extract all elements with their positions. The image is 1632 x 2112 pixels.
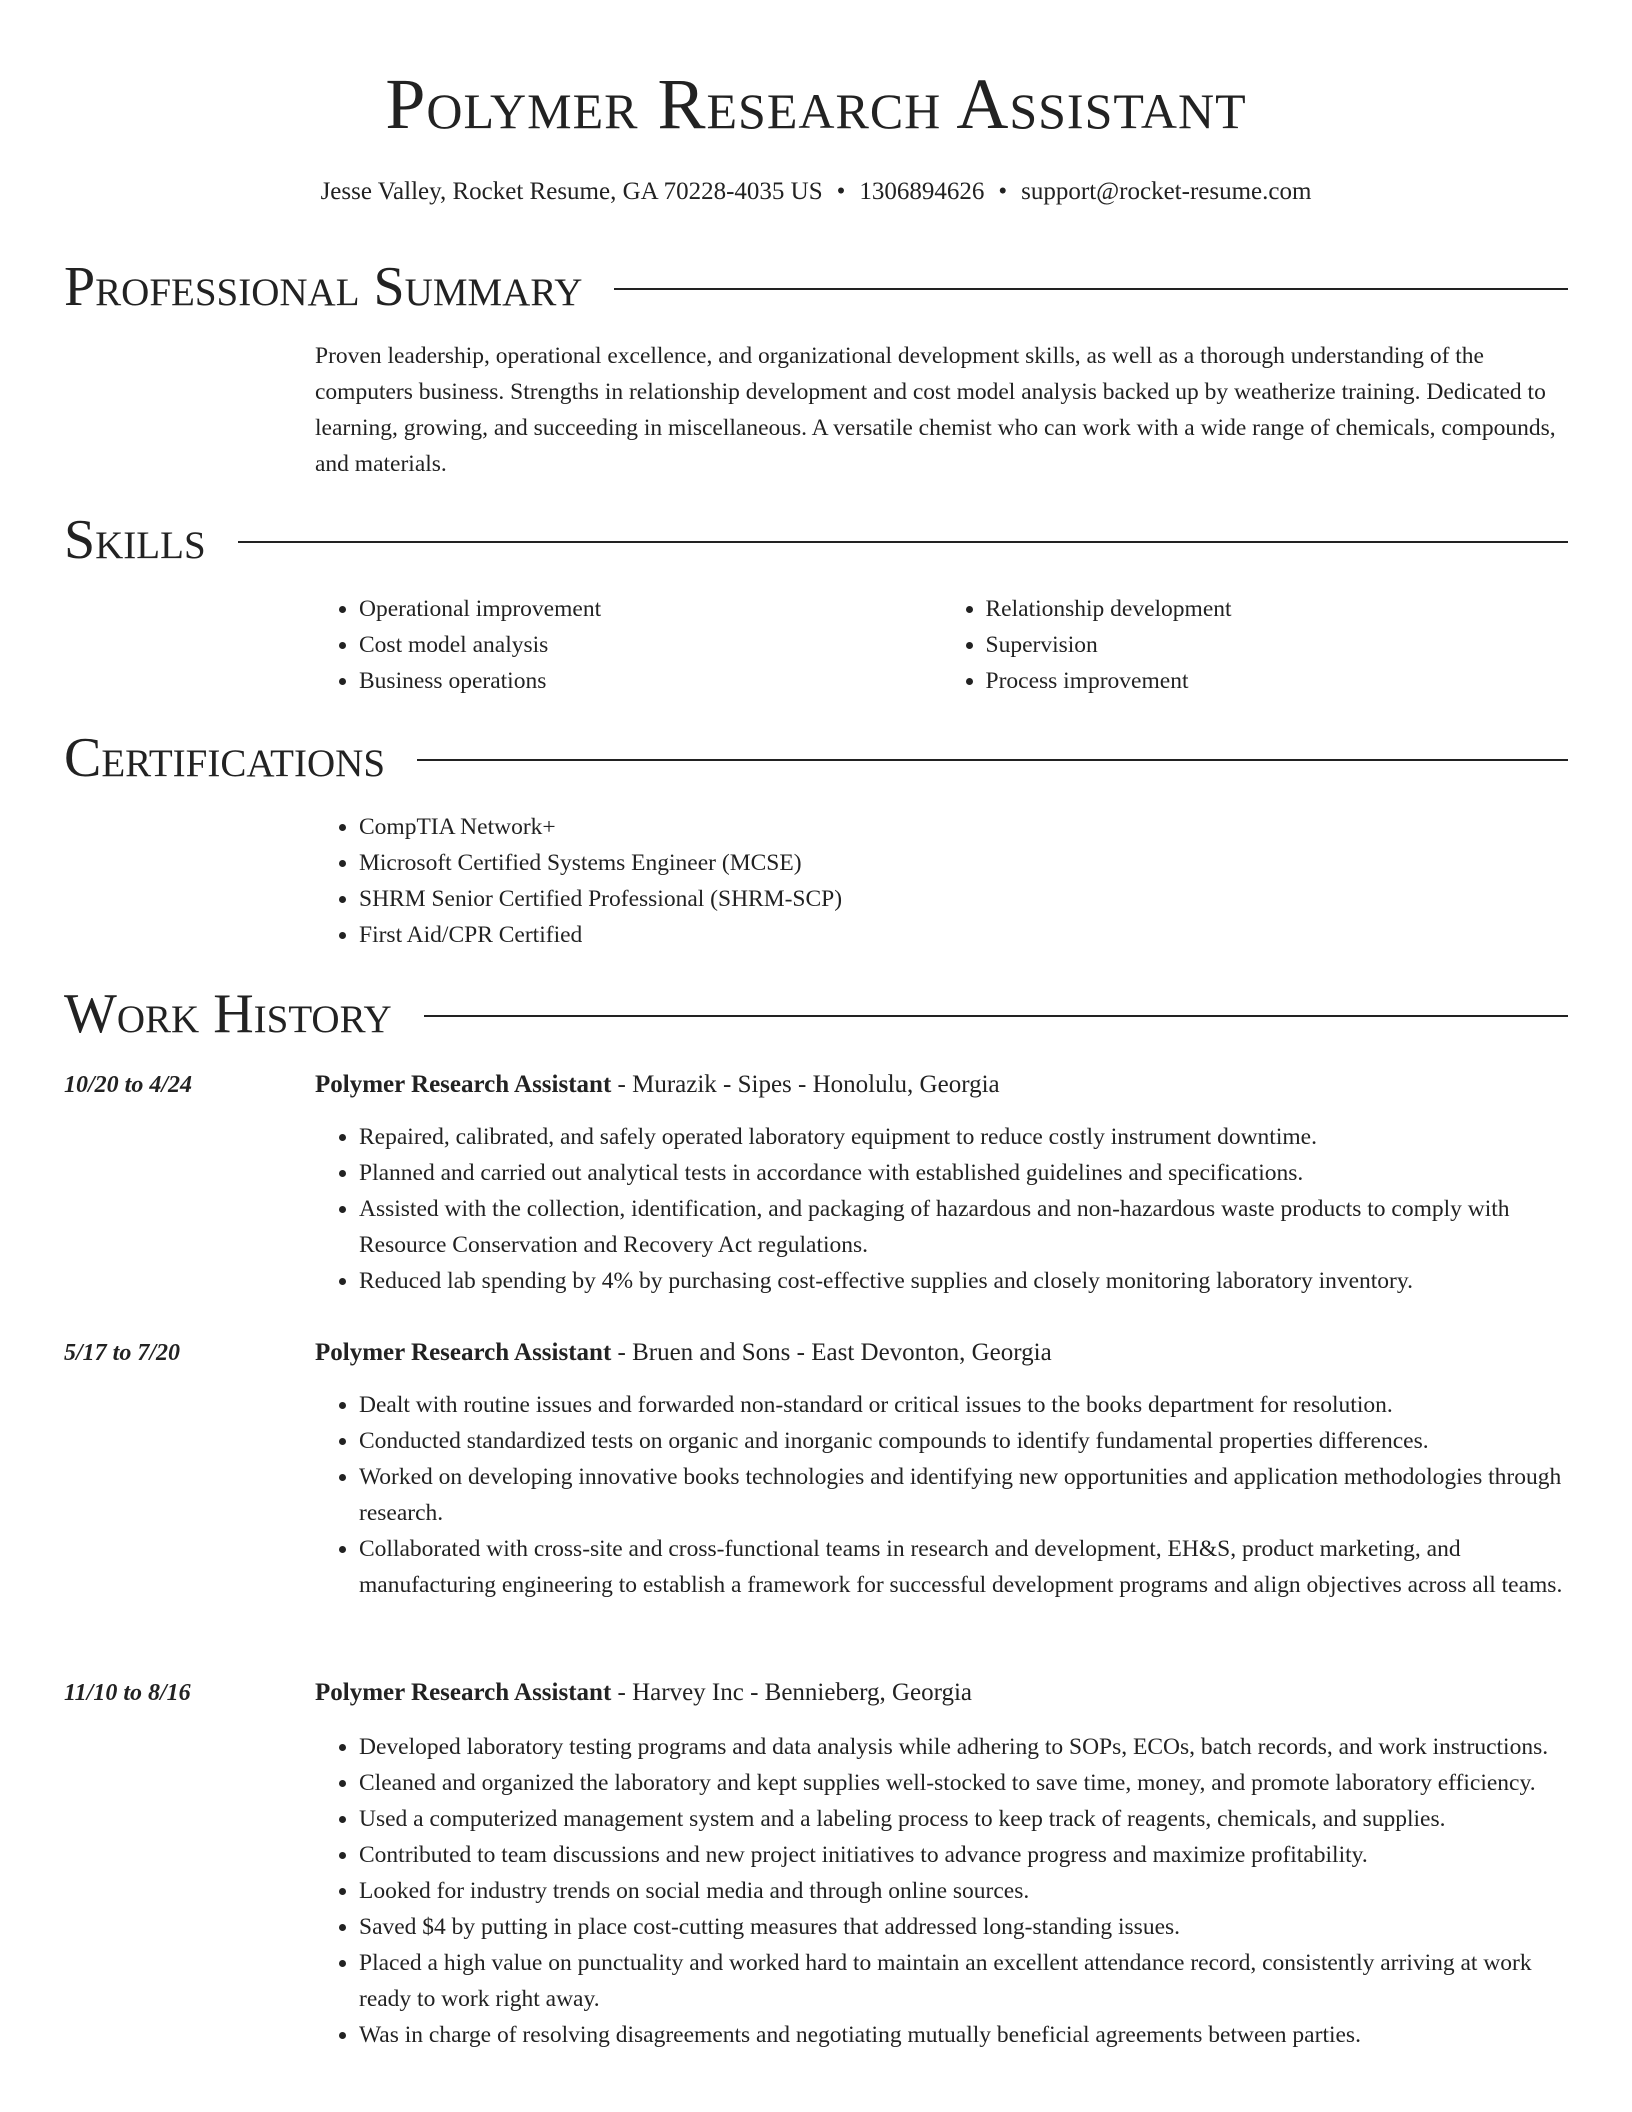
job-details: - Harvey Inc - Bennieberg, Georgia	[611, 1679, 973, 1706]
job-details: - Murazik - Sipes - Honolulu, Georgia	[611, 1071, 1000, 1098]
job-bullet: • Collaborated with cross-site and cross-functional teams in research and development, EH&S, product marketing, and manufacturing engineering to establish a framework for successful development programs and align objectives across all teams.	[359, 1531, 1568, 1603]
skill-item: • Supervision	[986, 627, 1569, 663]
job-role: Polymer Research Assistant	[315, 1339, 612, 1366]
job-role: Polymer Research Assistant	[315, 1679, 612, 1706]
summary-text: Proven leadership, operational excellence, and organizational development skills, as well as a thorough understanding of the computers business. Strengths in relationship development and cost model analysis backed up by weatherize training. Dedicated to learning, growing, and succeeding in miscellaneous. A versatile chemist who can work with a wide range of chemicals, compounds, and materials.	[315, 343, 1556, 477]
skill-item: • Process improvement	[986, 663, 1569, 699]
certifications-list	[315, 809, 1568, 953]
contact-separator: •	[998, 178, 1008, 205]
job-bullets	[315, 1119, 1568, 1299]
job-dates: 11/10 to 8/16	[64, 1680, 191, 1706]
section-divider	[424, 1015, 1568, 1017]
contact-line	[0, 175, 1632, 209]
job-heading	[315, 1676, 972, 1710]
skill-item: • Cost model analysis	[359, 627, 942, 663]
job-role: Polymer Research Assistant	[315, 1071, 612, 1098]
job-details: - Bruen and Sons - East Devonton, Georgia	[611, 1339, 1052, 1366]
contact-email: support@rocket-resume.com	[1021, 178, 1312, 205]
job-heading	[315, 1068, 1000, 1102]
section-title-summary: Professional Summary	[64, 256, 583, 318]
contact-separator: •	[836, 178, 846, 205]
section-heading-skills	[64, 508, 1568, 572]
certification-item: • Microsoft Certified Systems Engineer (MCSE)	[359, 845, 1568, 881]
section-heading-certifications	[64, 726, 1568, 790]
resume-name-title: Polymer Research Assistant	[385, 64, 1247, 144]
section-divider	[417, 759, 1568, 761]
skill-item: • Business operations	[359, 663, 942, 699]
job-bullet: • Placed a high value on punctuality and worked hard to maintain an excellent attendance record, consistently arriving at work ready to work right away.	[359, 1945, 1568, 2017]
section-title-work-history: Work History	[64, 983, 392, 1045]
certification-item: • SHRM Senior Certified Professional (SHRM-SCP)	[359, 881, 1568, 917]
job-bullet: • Repaired, calibrated, and safely operated laboratory equipment to reduce costly instrument downtime.	[359, 1119, 1568, 1155]
job-bullets	[315, 1729, 1568, 2053]
job-bullet: • Dealt with routine issues and forwarded non-standard or critical issues to the books department for resolution.	[359, 1387, 1568, 1423]
job-bullets	[315, 1387, 1568, 1603]
certification-item: • CompTIA Network+	[359, 809, 1568, 845]
job-dates: 10/20 to 4/24	[64, 1072, 193, 1098]
contact-phone: 1306894626	[859, 178, 985, 205]
job-bullet: • Assisted with the collection, identification, and packaging of hazardous and non-hazardous waste products to comply with Resource Conservation and Recovery Act regulations.	[359, 1191, 1568, 1263]
job-bullet: • Used a computerized management system and a labeling process to keep track of reagents, chemicals, and supplies.	[359, 1801, 1568, 1837]
job-heading	[315, 1336, 1052, 1370]
skills-column-right	[942, 591, 1569, 699]
skill-item: • Operational improvement	[359, 591, 942, 627]
section-divider	[238, 541, 1568, 543]
section-heading-work-history	[64, 982, 1568, 1046]
job-bullet: • Reduced lab spending by 4% by purchasing cost-effective supplies and closely monitoring laboratory inventory.	[359, 1263, 1568, 1299]
job-bullet: • Planned and carried out analytical tests in accordance with established guidelines and specifications.	[359, 1155, 1568, 1191]
job-bullet: • Contributed to team discussions and new project initiatives to advance progress and maximize profitability.	[359, 1837, 1568, 1873]
section-divider	[614, 288, 1568, 290]
job-bullet: • Saved $4 by putting in place cost-cutting measures that addressed long-standing issues.	[359, 1909, 1568, 1945]
skill-item: • Relationship development	[986, 591, 1569, 627]
section-title-skills: Skills	[64, 509, 206, 571]
job-bullet: • Cleaned and organized the laboratory and kept supplies well-stocked to save time, money, and promote laboratory efficiency.	[359, 1765, 1568, 1801]
certification-item: • First Aid/CPR Certified	[359, 917, 1568, 953]
contact-address: Jesse Valley, Rocket Resume, GA 70228-4035 US	[320, 178, 823, 205]
skills-column-left	[315, 591, 942, 699]
job-dates: 5/17 to 7/20	[64, 1340, 181, 1366]
skills-list	[315, 591, 1568, 699]
job-bullet: • Worked on developing innovative books technologies and identifying new opportunities and application methodologies through research.	[359, 1459, 1568, 1531]
job-bullet: • Conducted standardized tests on organic and inorganic compounds to identify fundamental properties differences.	[359, 1423, 1568, 1459]
job-bullet: • Developed laboratory testing programs and data analysis while adhering to SOPs, ECOs, batch records, and work instructions.	[359, 1729, 1568, 1765]
job-bullet: • Was in charge of resolving disagreements and negotiating mutually beneficial agreements between parties.	[359, 2017, 1568, 2053]
section-heading-summary	[64, 255, 1568, 319]
job-bullet: • Looked for industry trends on social media and through online sources.	[359, 1873, 1568, 1909]
section-title-certifications: Certifications	[64, 727, 386, 789]
